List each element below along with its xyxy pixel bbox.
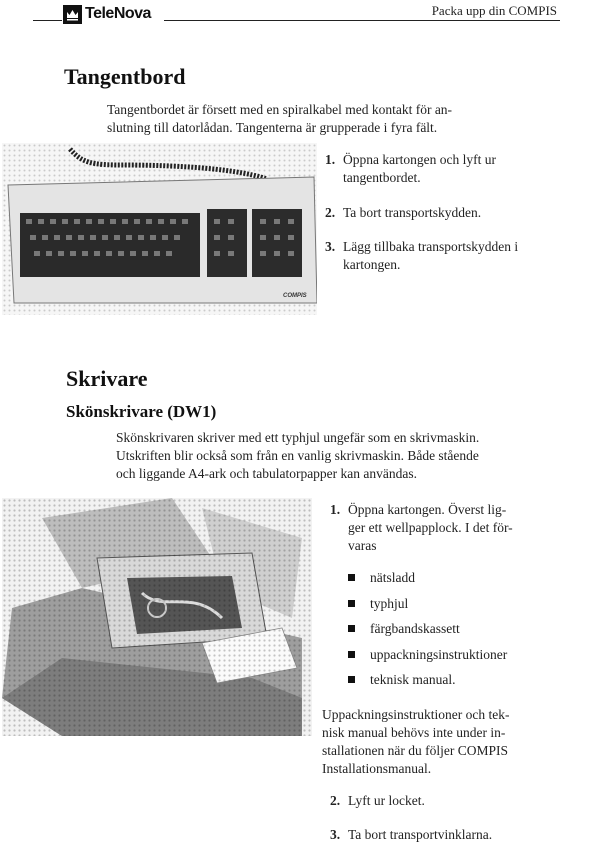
keyboard-intro: [107, 101, 452, 137]
step-number: 1.: [325, 152, 336, 167]
keyboard-step-2: [325, 204, 482, 222]
step-text-line: tangentbordet.: [343, 170, 421, 185]
keyboard-heading: Tangentbord: [64, 64, 186, 89]
list-item: teknisk manual.: [348, 671, 507, 697]
printer-heading: Skrivare: [66, 366, 148, 391]
note-line: Uppackningsinstruktioner och tek-: [322, 707, 510, 722]
keyboard-photo: [2, 143, 317, 315]
step-number: 3.: [330, 827, 341, 842]
list-item: nätsladd: [348, 569, 507, 595]
step-text-line: Öppna kartongen. Överst lig-: [348, 502, 507, 517]
printer-intro: [116, 429, 479, 483]
step-text-line: ger ett wellpapplock. I det för-: [348, 520, 513, 535]
step-number: 3.: [325, 239, 336, 254]
step-text-line: Lyft ur locket.: [348, 793, 425, 808]
keyboard-brand-label: COMPIS: [283, 293, 307, 299]
brand-logo-text: TeleNova: [85, 5, 151, 22]
bullet-square-icon: [348, 600, 355, 607]
step-number: 2.: [330, 793, 341, 808]
header-rule-left: [33, 20, 62, 21]
step-text-line: Ta bort transportskydden.: [343, 205, 482, 220]
list-item: färgbandskassett: [348, 620, 507, 646]
printer-intro-line-3: och liggande A4-ark och tabulatorpapper kan användas.: [116, 466, 418, 481]
box-contents-list: [348, 569, 507, 697]
keyboard-step-1: [325, 151, 496, 187]
printer-intro-line-2: Utskriften blir också som från en vanlig skrivmaskin. Både stående: [116, 448, 479, 463]
bullet-square-icon: [348, 625, 355, 632]
keyboard-intro-line-2: slutning till datorlådan. Tangenterna är grupperade i fyra fält.: [107, 120, 438, 135]
step-number: 2.: [325, 205, 336, 220]
step-text-line: varas: [348, 538, 377, 553]
step-text-line: Lägg tillbaka transportskydden i: [343, 239, 519, 254]
page-header-title: Packa upp din COMPIS: [431, 3, 557, 18]
crown-logo-icon: [63, 5, 82, 24]
printer-step-3: [330, 826, 493, 844]
bullet-square-icon: [348, 651, 355, 658]
note-line: stallationen när du följer COMPIS: [322, 743, 508, 758]
step-text-line: Öppna kartongen och lyft ur: [343, 152, 496, 167]
keyboard-intro-line-1: Tangentbordet är försett med en spiralkabel med kontakt för an-: [107, 102, 453, 117]
bullet-square-icon: [348, 574, 355, 581]
list-item: typhjul: [348, 595, 507, 621]
step-number: 1.: [330, 502, 341, 517]
printer-subheading: Skönskrivare (DW1): [66, 402, 217, 421]
note-line: nisk manual behövs inte under in-: [322, 725, 506, 740]
bullet-square-icon: [348, 676, 355, 683]
step-text-line: Ta bort transportvinklarna.: [348, 827, 493, 842]
printer-intro-line-1: Skönskrivaren skriver med ett typhjul ungefär som en skrivmaskin.: [116, 430, 480, 445]
keyboard-step-3: [325, 238, 519, 274]
step-text-line: kartongen.: [343, 257, 401, 272]
note-line: Installationsmanual.: [322, 761, 432, 776]
printer-box-photo: [2, 498, 312, 736]
list-item: uppackningsinstruktioner: [348, 646, 507, 672]
header-rule-right: [164, 20, 560, 21]
printer-step-1: [330, 501, 513, 555]
manual-note: [322, 706, 509, 778]
printer-step-2: [330, 792, 425, 810]
